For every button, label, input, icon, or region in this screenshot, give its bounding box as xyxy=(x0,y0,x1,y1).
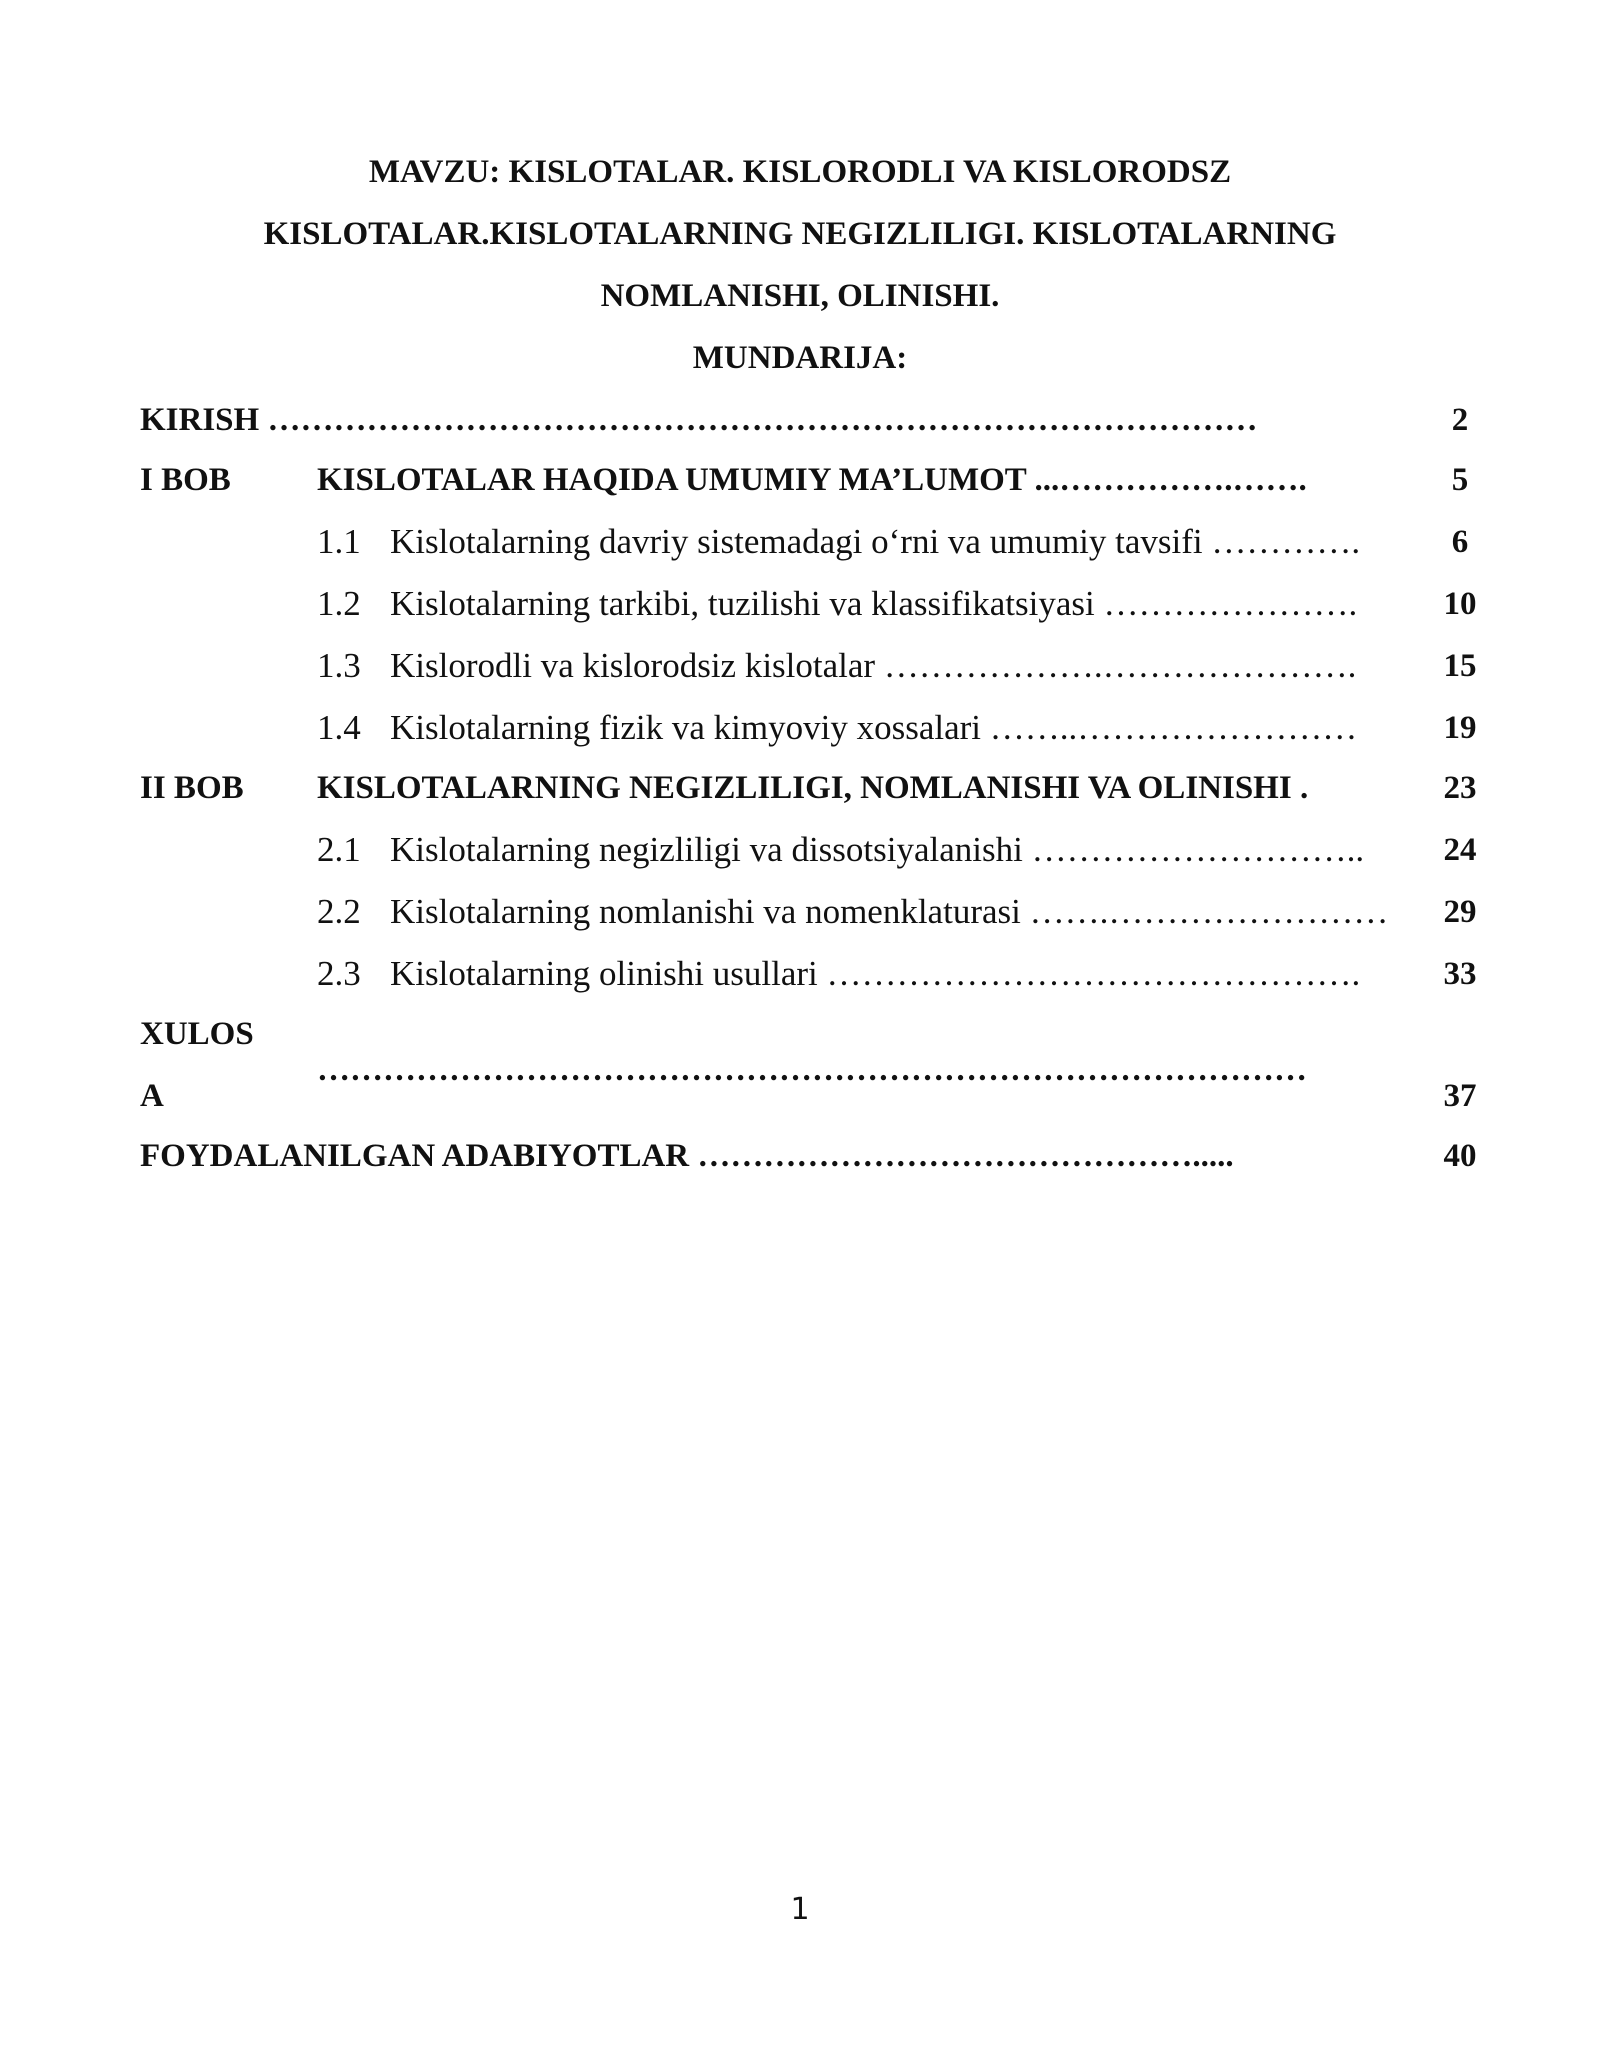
references-label: FOYDALANILGAN ADABIYOTLAR ………………………………………..... xyxy=(140,1138,1234,1174)
toc-page-number: 37 xyxy=(1443,1078,1477,1114)
toc-page-number: 40 xyxy=(1443,1138,1477,1174)
section-title: Kislotalarning tarkibi, tuzilishi va klassifikatsiyasi …………………. xyxy=(390,584,1358,623)
toc-entry-section-1-4[interactable] xyxy=(0,708,1600,770)
toc-page-number: 15 xyxy=(1443,648,1477,684)
section-number: 2.3 xyxy=(317,954,361,993)
toc-page-number: 23 xyxy=(1443,770,1477,806)
toc-heading: MUNDARIJA: xyxy=(692,340,908,376)
title-line-3: NOMLANISHI, OLINISHI. xyxy=(600,278,1000,314)
toc-page-number: 19 xyxy=(1443,710,1477,746)
xulosa-label-line-1: XULOS xyxy=(140,1016,254,1052)
chapter-title: KISLOTALARNING NEGIZLILIGI, NOMLANISHI VA OLINISHI . xyxy=(317,770,1309,806)
xulosa-leader-dots: ……………………………………………………………………………… xyxy=(317,1052,1307,1088)
section-number: 2.2 xyxy=(317,892,361,931)
toc-entry-section-2-2[interactable] xyxy=(0,892,1600,954)
toc-entry-section-2-3[interactable] xyxy=(0,954,1600,1016)
toc-page-number: 10 xyxy=(1443,586,1477,622)
section-number: 1.1 xyxy=(317,522,361,561)
toc-entry-chapter-1[interactable] xyxy=(0,460,1600,522)
section-title: Kislotalarning olinishi usullari ………………………………………. xyxy=(390,954,1361,993)
xulosa-label-line-2: A xyxy=(140,1078,164,1114)
toc-page-number: 24 xyxy=(1443,832,1477,868)
page-number: 1 xyxy=(790,1892,810,1927)
toc-page-number: 5 xyxy=(1451,462,1469,498)
section-number: 1.2 xyxy=(317,584,361,623)
section-title: Kislotalarning nomlanishi va nomenklaturasi …….…………………… xyxy=(390,892,1389,931)
section-number: 1.4 xyxy=(317,708,361,747)
toc-entry-kirish[interactable] xyxy=(0,400,1600,462)
toc-entry-references[interactable] xyxy=(0,1136,1600,1198)
toc-label: KIRISH ……………………………………………………………………………… xyxy=(140,402,1258,438)
toc-entry-section-1-2[interactable] xyxy=(0,584,1600,646)
title-line-2: KISLOTALAR.KISLOTALARNING NEGIZLILIGI. KISLOTALARNING xyxy=(263,216,1337,252)
toc-entry-section-1-3[interactable] xyxy=(0,646,1600,708)
toc-entry-chapter-2[interactable] xyxy=(0,768,1600,830)
section-number: 1.3 xyxy=(317,646,361,685)
toc-page-number: 29 xyxy=(1443,894,1477,930)
chapter-label: I BOB xyxy=(140,462,231,498)
title-line-1: MAVZU: KISLOTALAR. KISLORODLI VA KISLORODSZ xyxy=(368,154,1232,190)
section-title: Kislotalarning negizliligi va dissotsiyalanishi ……………………….. xyxy=(390,830,1365,869)
toc-entry-section-2-1[interactable] xyxy=(0,830,1600,892)
chapter-title: KISLOTALAR HAQIDA UMUMIY MA’LUMOT ...…………….……. xyxy=(317,462,1307,498)
toc-page-number: 2 xyxy=(1451,402,1469,438)
section-number: 2.1 xyxy=(317,830,361,869)
toc-page-number: 6 xyxy=(1451,524,1469,560)
toc-page-number: 33 xyxy=(1443,956,1477,992)
toc-entry-section-1-1[interactable] xyxy=(0,522,1600,584)
section-title: Kislotalarning davriy sistemadagi o‘rni va umumiy tavsifi …………. xyxy=(390,522,1361,561)
toc-entry-xulosa[interactable] xyxy=(0,1014,1600,1138)
section-title: Kislotalarning fizik va kimyoviy xossalari ……..…………………… xyxy=(390,708,1358,747)
section-title: Kislorodli va kislorodsiz kislotalar ……………….…………………. xyxy=(390,646,1357,685)
chapter-label: II BOB xyxy=(140,770,244,806)
